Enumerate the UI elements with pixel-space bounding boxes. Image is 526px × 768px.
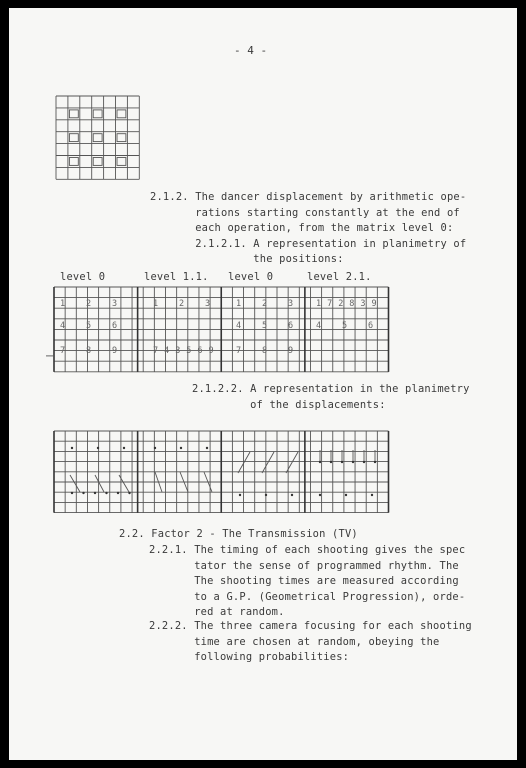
position-dot [291,494,293,496]
position-number: 6 [112,321,118,331]
position-number: 4 [164,346,170,356]
matrix-cell-box [69,158,78,166]
displacement-stroke [262,452,274,473]
level-label-0b: level 0 [228,271,274,283]
level-label-0a: level 0 [60,271,106,283]
position-dot [154,447,156,449]
section-2-2: 2.2. Factor 2 - The Transmission (TV) [119,528,358,540]
position-dot [319,494,321,496]
position-dot [71,492,73,494]
position-number: 7 [236,346,242,356]
displacement-stroke [95,475,104,492]
position-number: 5 [262,321,268,331]
position-number: 2 [86,299,92,309]
position-dot [363,461,365,463]
position-number: 3 [360,299,366,309]
positions-grid [46,287,389,372]
matrix-cell-box [117,134,126,142]
section-2-1-2: 2.1.2. The dancer displacement by arithmetic ope- rations starting constantly at the end of each operation, from the matrix level 0: 2.1.2.1. A representation in planimetry of the positions: [150,191,467,265]
position-dot [180,447,182,449]
position-number: 9 [288,346,294,356]
position-number: 9 [208,346,214,356]
position-dot [330,461,332,463]
position-dot [206,447,208,449]
level-label-2-1: level 2.1. [307,271,372,283]
page-number: - 4 - [234,44,268,57]
matrix-cell-box [93,158,102,166]
position-dot [352,461,354,463]
position-dot [239,494,241,496]
position-number: 9 [371,299,377,309]
position-number: 3 [205,299,211,309]
position-number: 7 [327,299,333,309]
position-number: 1 [153,299,159,309]
position-number: 6 [368,321,374,331]
position-number: 3 [288,299,294,309]
position-number: 5 [86,321,92,331]
position-number: 9 [112,346,118,356]
matrix-cell-box [93,110,102,118]
level-label-1-1: level 1.1. [144,271,209,283]
position-number: 7 [60,346,66,356]
position-number: 3 [175,346,181,356]
matrix-cell-box [69,110,78,118]
position-number: 8 [262,346,268,356]
position-number: 6 [288,321,294,331]
section-2-1-2-2: 2.1.2.2. A representation in the planimetry of the displacements: [192,383,470,411]
position-dot [82,492,84,494]
position-number: 5 [186,346,192,356]
position-number: 2 [262,299,268,309]
small-matrix [56,96,139,179]
position-dot [117,492,119,494]
displacement-stroke [70,475,80,492]
matrix-cell-box [69,134,78,142]
position-dot [319,461,321,463]
matrix-cell-box [117,158,126,166]
position-number: 5 [342,321,348,331]
section-2-2-2: 2.2.2. The three camera focusing for each shooting time are chosen at random, obeying the following probabilities: [149,620,472,663]
position-dot [345,494,347,496]
position-number: 4 [236,321,242,331]
position-number: 1 [60,299,66,309]
displacements-grid [54,431,389,513]
position-dot [374,461,376,463]
position-number: 1 [316,299,322,309]
position-dot [71,447,73,449]
position-dot [105,492,107,494]
position-dot [97,447,99,449]
position-number: 7 [153,346,159,356]
position-number: 8 [349,299,355,309]
position-number: 6 [197,346,203,356]
position-number: 4 [316,321,322,331]
position-number: 1 [236,299,242,309]
matrix-cell-box [117,110,126,118]
position-number: 4 [60,321,66,331]
section-2-2-1: 2.2.1. The timing of each shooting gives the spec tator the sense of programmed rhythm. The The shooting times are measured according to a G.P. (Geometrical Progression), orde- red at random. [149,544,466,618]
position-dot [123,447,125,449]
position-number: 2 [179,299,185,309]
position-dot [265,494,267,496]
position-number: 3 [112,299,118,309]
position-dot [341,461,343,463]
position-number: 2 [338,299,344,309]
position-dot [94,492,96,494]
matrix-cell-box [93,134,102,142]
position-number: 8 [86,346,92,356]
position-dot [371,494,373,496]
